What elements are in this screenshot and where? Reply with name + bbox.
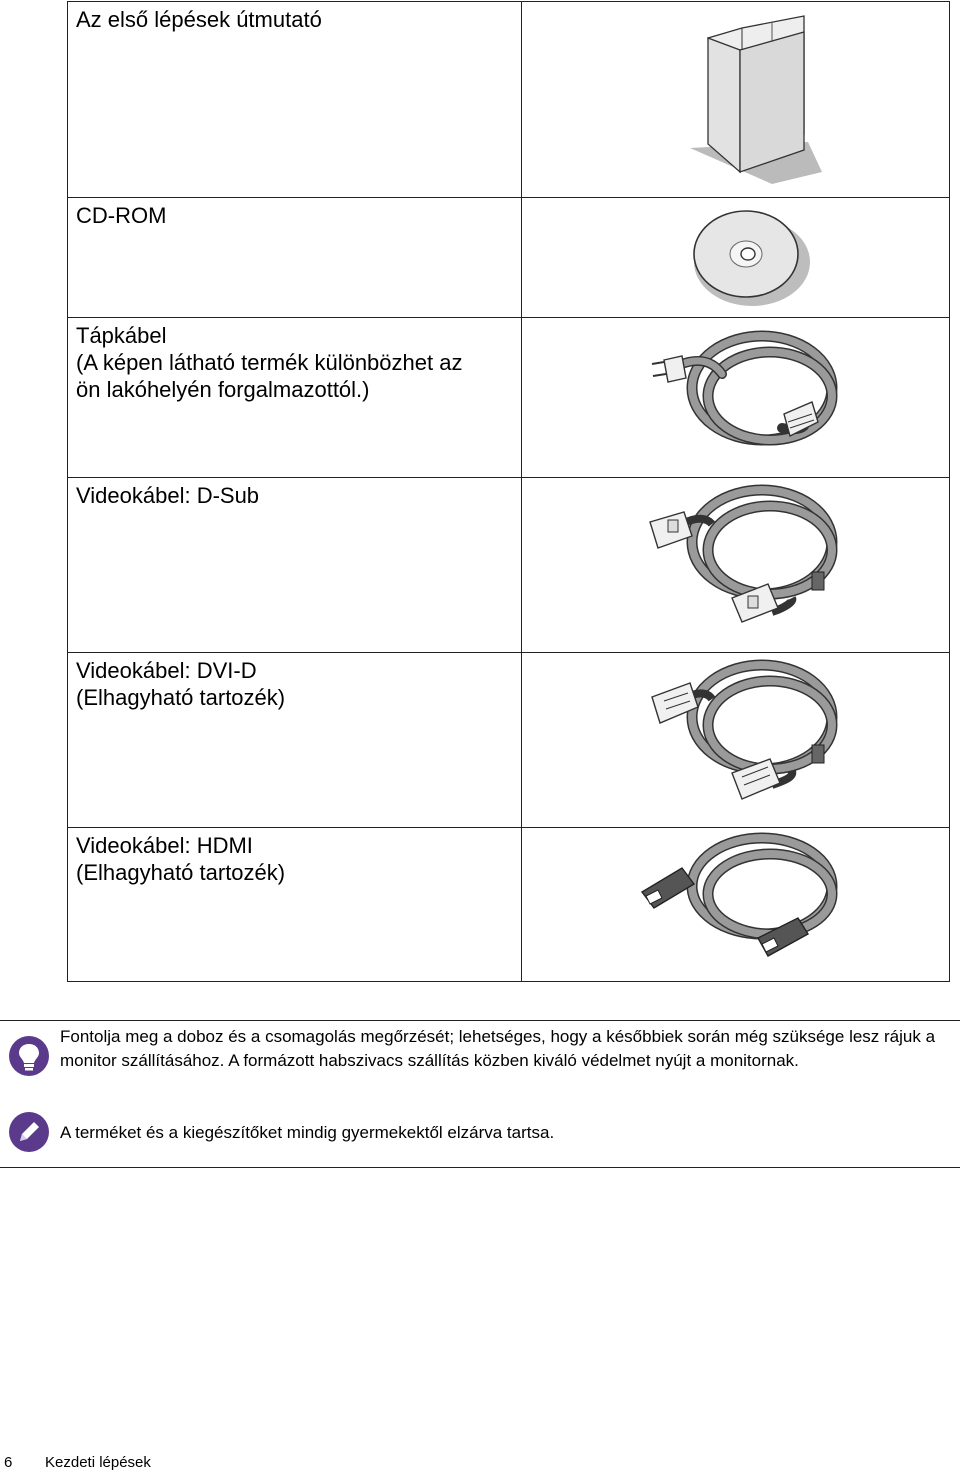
- hdmi-cable-icon: [522, 828, 960, 981]
- item-label: Tápkábel (A képen látható termék különbözhet az ön lakóhelyén forgalmazottól.): [68, 318, 522, 478]
- power-cable-icon: [522, 318, 960, 477]
- item-row-booklet: [68, 2, 950, 198]
- item-row-hdmi-cable: [68, 828, 950, 982]
- booklet-icon: [522, 2, 960, 197]
- package-contents-table: [67, 1, 950, 982]
- item-row-cd-rom: [68, 198, 950, 318]
- d-sub-cable-icon: [522, 478, 960, 652]
- note-text: A terméket és a kiegészítőket mindig gyermekektől elzárva tartsa.: [60, 1123, 555, 1142]
- item-picture: [522, 478, 950, 653]
- item-picture: [522, 318, 950, 478]
- item-row-power-cable: [68, 318, 950, 478]
- tip-text: Fontolja meg a doboz és a csomagolás megőrzését; lehetséges, hogy a későbbiek során még szüksége lesz rájuk a monitor szállításához. A formázott habszivacs szállítás közben kiváló védelmet nyújt a monitornak.: [60, 1027, 936, 1070]
- dvi-d-cable-icon: [522, 653, 960, 827]
- pencil-icon: [8, 1111, 50, 1153]
- item-label: CD-ROM: [68, 198, 522, 318]
- footer-section-title: Kezdeti lépések: [45, 1454, 151, 1471]
- page-number: 6: [4, 1454, 13, 1471]
- cd-rom-icon: [522, 198, 960, 317]
- lightbulb-icon: [8, 1035, 50, 1077]
- item-label: Videokábel: DVI-D (Elhagyható tartozék): [68, 653, 522, 828]
- item-label: Videokábel: HDMI (Elhagyható tartozék): [68, 828, 522, 982]
- item-row-dvi-d-cable: [68, 653, 950, 828]
- item-picture: [522, 828, 950, 982]
- item-row-d-sub-cable: [68, 478, 950, 653]
- item-label: Videokábel: D-Sub: [68, 478, 522, 653]
- item-picture: [522, 653, 950, 828]
- item-picture: [522, 2, 950, 198]
- item-picture: [522, 198, 950, 318]
- notes-box: [0, 1020, 960, 1168]
- item-label: Az első lépések útmutató: [68, 2, 522, 198]
